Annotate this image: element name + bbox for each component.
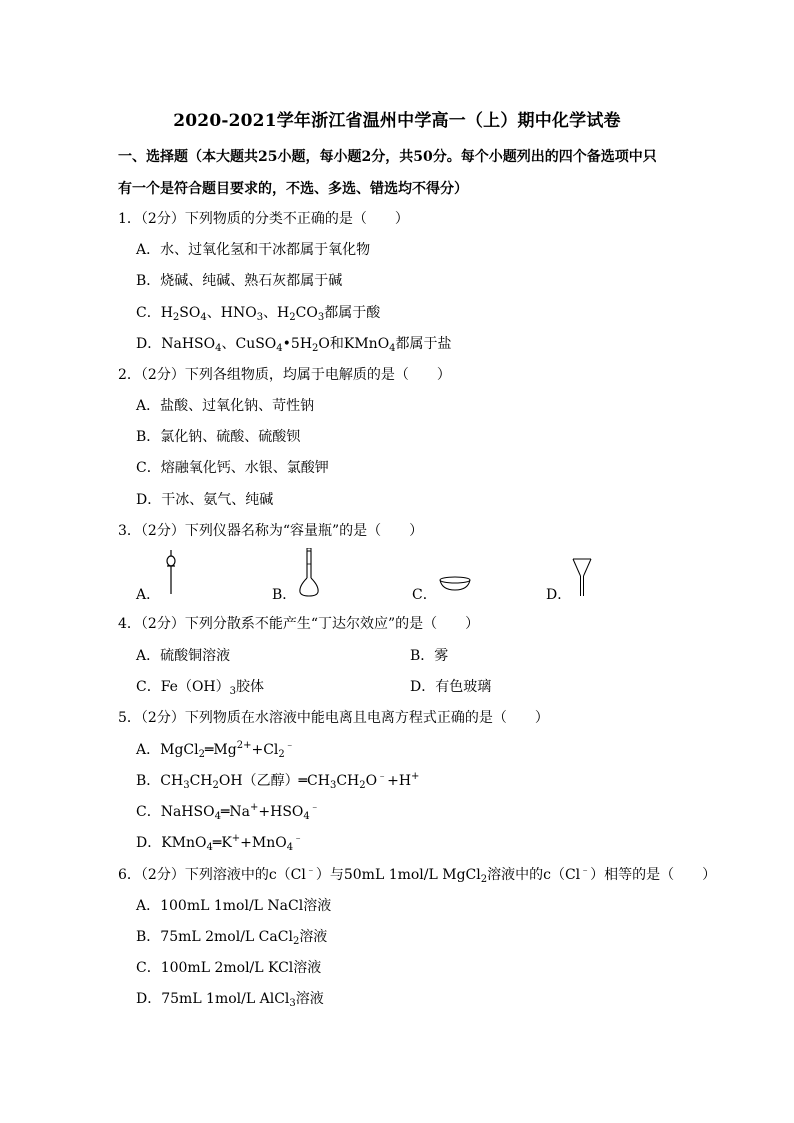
question-1-option-b: B．烧碱、纯碱、熟石灰都属于碱 — [136, 273, 343, 289]
question-4-option-a: A．硫酸铜溶液 — [136, 648, 231, 664]
question-3-option-c-label: C． — [412, 587, 437, 603]
question-6-option-d: D．75mL 1mol/L AlCl$_3$溶液 — [136, 991, 324, 1009]
section-header-line2: 有一个是符合题目要求的，不选、多选、错选均不得分） — [118, 181, 468, 197]
volumetric-flask-icon — [298, 548, 320, 598]
question-1-stem: 1．（2分）下列物质的分类不正确的是（ ） — [118, 211, 409, 227]
question-1-option-a: A．水、过氧化氢和干冰都属于氧化物 — [136, 242, 371, 258]
question-4-stem: 4．（2分）下列分散系不能产生“丁达尔效应”的是（ ） — [118, 616, 480, 632]
evaporating-dish-icon — [438, 576, 472, 592]
question-6-stem: 6．（2分）下列溶液中的c（Cl﹣）与50mL 1mol/L MgCl$_2$溶液中的c（Cl﹣）相等的是（ ） — [118, 865, 717, 885]
question-3-option-d — [546, 548, 606, 603]
question-2-option-d: D．干冰、氨气、纯碱 — [136, 492, 274, 508]
question-2-option-b: B．氯化钠、硫酸、硫酸钡 — [136, 429, 301, 445]
question-3-option-a — [136, 548, 196, 603]
page-title: 2020-2021学年浙江省温州中学高一（上）期中化学试卷 — [173, 111, 621, 131]
question-1-option-c: C．$H_2SO_4$、$HNO_3$、$H_2CO_3$都属于酸 — [136, 305, 381, 323]
section-header-line1: 一、选择题（本大题共25小题，每小题2分，共50分。每个小题列出的四个备选项中只 — [118, 149, 657, 165]
funnel-icon — [572, 558, 592, 598]
question-2-option-a: A．盐酸、过氧化钠、苛性钠 — [136, 398, 315, 414]
question-5-option-d: D．KMnO$_4$═K++MnO$_4$﹣ — [136, 833, 304, 853]
question-3-option-b — [272, 548, 332, 603]
question-5-stem: 5．（2分）下列物质在水溶液中能电离且电离方程式正确的是（ ） — [118, 710, 549, 726]
question-3-option-c — [412, 548, 492, 603]
question-2-stem: 2．（2分）下列各组物质，均属于电解质的是（ ） — [118, 367, 451, 383]
question-6-option-b: B．75mL 2mol/L CaCl$_2$溶液 — [136, 929, 328, 947]
question-5-option-a: A．$MgCl_2═Mg^{2+}+Cl_2^﹣$ — [136, 740, 295, 760]
question-1-option-d: D．NaHSO$_4$、$CuSO_4•5H_2O$和KMnO$_4$都属于盐 — [136, 336, 452, 354]
question-5-option-b: B．$CH_3CH_2OH$（乙醇）$═CH_3CH_2O^﹣+H^+$ — [136, 771, 420, 791]
question-4-option-c: C．$Fe(OH)_3$胶体 — [136, 679, 265, 697]
question-2-option-c: C．熔融氧化钙、水银、氯酸钾 — [136, 460, 329, 476]
question-4-option-d: D．有色玻璃 — [410, 679, 492, 695]
question-5-option-c: C．$NaHSO_4═Na^++HSO_4^﹣$ — [136, 802, 320, 822]
question-4-option-b: B．雾 — [410, 648, 449, 664]
question-3-option-b-label: B． — [272, 587, 297, 603]
question-3-stem: 3．（2分）下列仪器名称为“容量瓶”的是（ ） — [118, 523, 424, 539]
question-6-option-c: C．100mL 2mol/L KCl溶液 — [136, 960, 322, 976]
question-3-option-a-label: A． — [136, 587, 161, 603]
question-3-option-d-label: D． — [546, 587, 572, 603]
question-6-option-a: A．100mL 1mol/L NaCl溶液 — [136, 898, 332, 914]
separatory-funnel-icon — [164, 550, 180, 596]
